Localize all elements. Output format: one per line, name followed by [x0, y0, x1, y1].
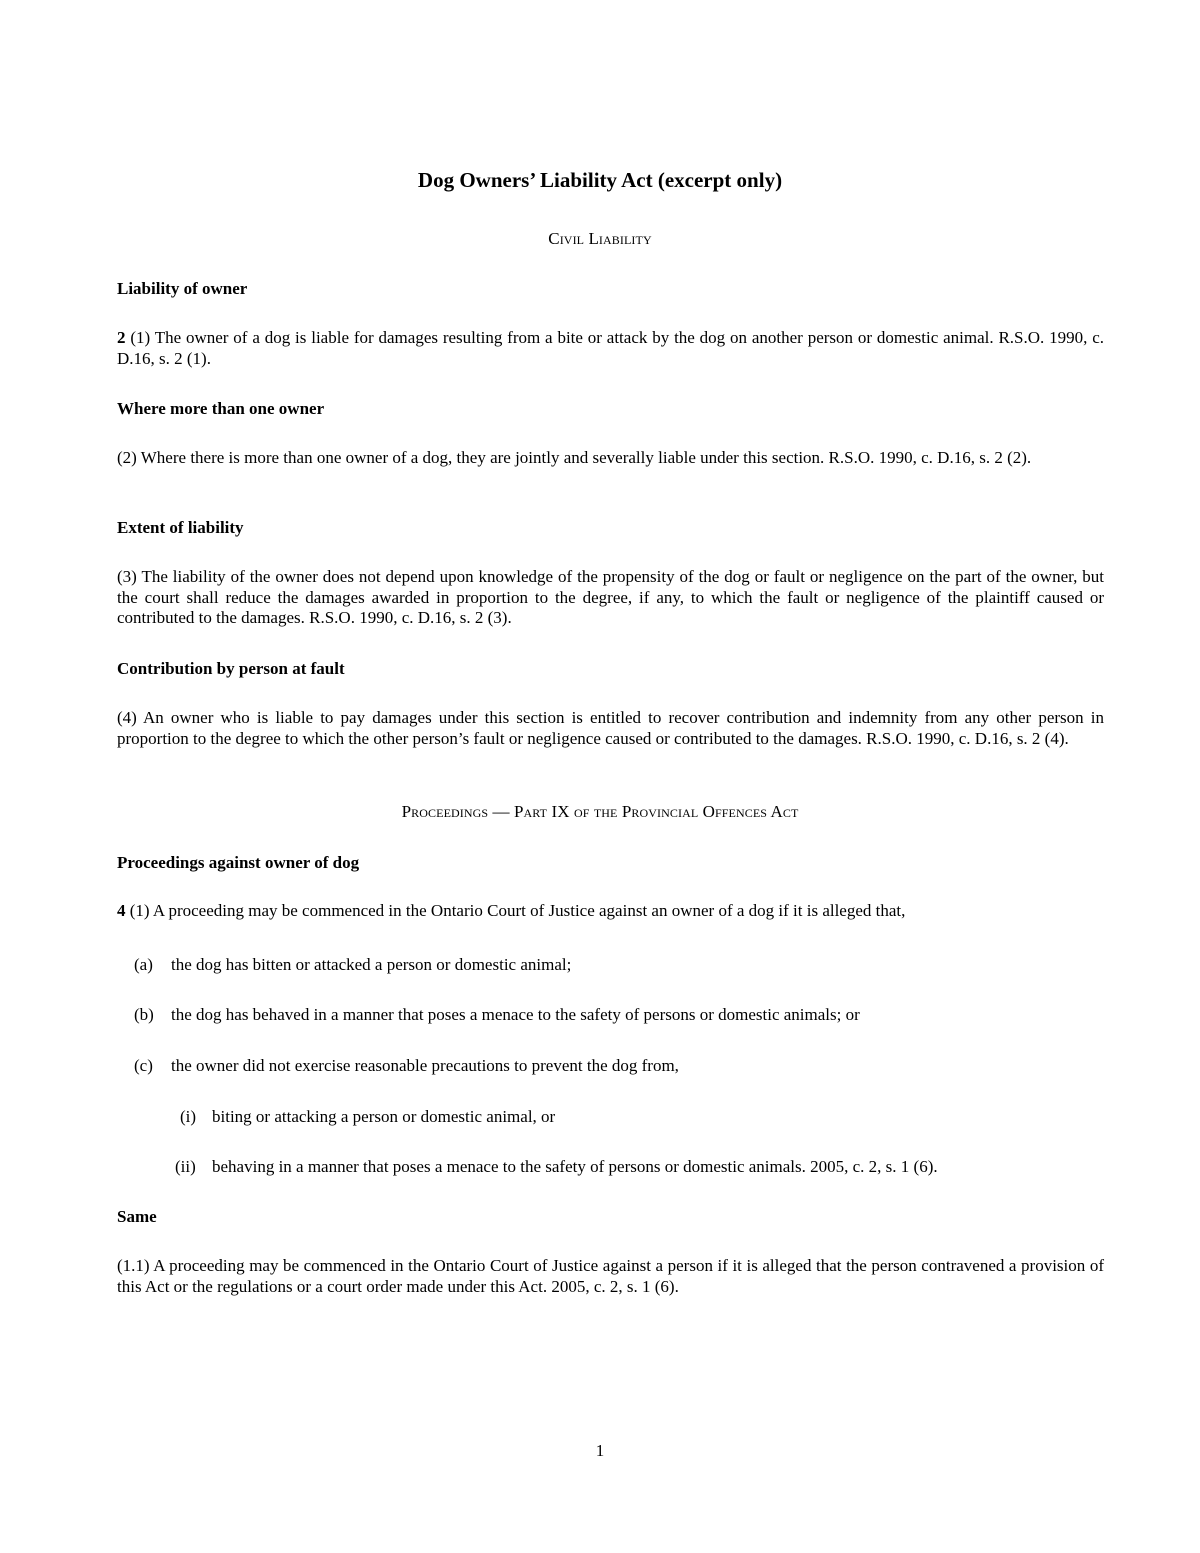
subclause-ii [175, 1156, 938, 1177]
section-2-4-paragraph: (4) An owner who is liable to pay damages under this section is entitled to recover contribution and indemnity from any other person in proportion to the degree to which the other person’s fault or negligence caused or contributed to the damages. R.S.O. 1990, c. D.16, s. 2 (4). [117, 708, 1104, 748]
clause-label: (a) [134, 955, 153, 974]
clause-b [134, 1004, 860, 1025]
section-2-1-text: (1) The owner of a dog is liable for damages resulting from a bite or attack by the dog on another person or domestic animal. R.S.O. 1990, c. D.16, s. 2 (1). [117, 328, 1104, 368]
clause-label: (b) [134, 1005, 154, 1024]
section-2-2-paragraph: (2) Where there is more than one owner of a dog, they are jointly and severally liable under this section. R.S.O. 1990, c. D.16, s. 2 (2). [117, 448, 1032, 467]
section-4-1-1-paragraph: (1.1) A proceeding may be commenced in the Ontario Court of Justice against a person if it is alleged that the person contravened a provision of this Act or the regulations or a court order made under this Act. 2005, c. 2, s. 1 (6). [117, 1256, 1104, 1296]
clause-label: (c) [134, 1056, 153, 1075]
section-heading-more-than-one-owner: Where more than one owner [117, 399, 325, 418]
clause-text: the dog has behaved in a manner that poses a menace to the safety of persons or domestic animals; or [171, 1005, 860, 1024]
document-title: Dog Owners’ Liability Act (excerpt only) [417, 168, 783, 192]
clause-text: the owner did not exercise reasonable precautions to prevent the dog from, [171, 1056, 679, 1075]
part-heading-proceedings: Proceedings — Part IX of the Provincial Offences Act [401, 802, 799, 821]
clause-c [134, 1055, 679, 1076]
section-heading-same: Same [117, 1207, 157, 1226]
section-heading-liability-of-owner: Liability of owner [117, 279, 248, 298]
section-number: 2 [117, 328, 126, 347]
section-heading-contribution: Contribution by person at fault [117, 659, 345, 678]
subclause-label: (ii) [175, 1157, 196, 1176]
subclause-text: behaving in a manner that poses a menace to the safety of persons or domestic animals. 2005, c. 2, s. 1 (6). [212, 1157, 938, 1176]
subclause-label: (i) [180, 1107, 197, 1126]
section-4-1-paragraph [117, 901, 1104, 922]
part-heading-civil-liability: Civil Liability [548, 229, 652, 248]
clause-text: the dog has bitten or attacked a person or domestic animal; [171, 955, 572, 974]
subclause-text: biting or attacking a person or domestic animal, or [212, 1107, 556, 1126]
section-2-3-paragraph: (3) The liability of the owner does not depend upon knowledge of the propensity of the dog or fault or negligence on the part of the owner, but the court shall reduce the damages awarded in proportion to the degree, if any, to which the fault or negligence of the plaintiff caused or contributed to the damages. R.S.O. 1990, c. D.16, s. 2 (3). [117, 567, 1104, 627]
section-number: 4 [117, 901, 126, 920]
section-2-1-paragraph [117, 328, 1104, 369]
subclause-i [180, 1106, 555, 1127]
section-heading-proceedings-against-owner: Proceedings against owner of dog [117, 853, 360, 872]
section-4-1-text: (1) A proceeding may be commenced in the Ontario Court of Justice against an owner of a dog if it is alleged that, [125, 901, 906, 920]
section-heading-extent-of-liability: Extent of liability [117, 518, 244, 537]
clause-a [134, 954, 571, 975]
page-number: 1 [595, 1441, 605, 1460]
